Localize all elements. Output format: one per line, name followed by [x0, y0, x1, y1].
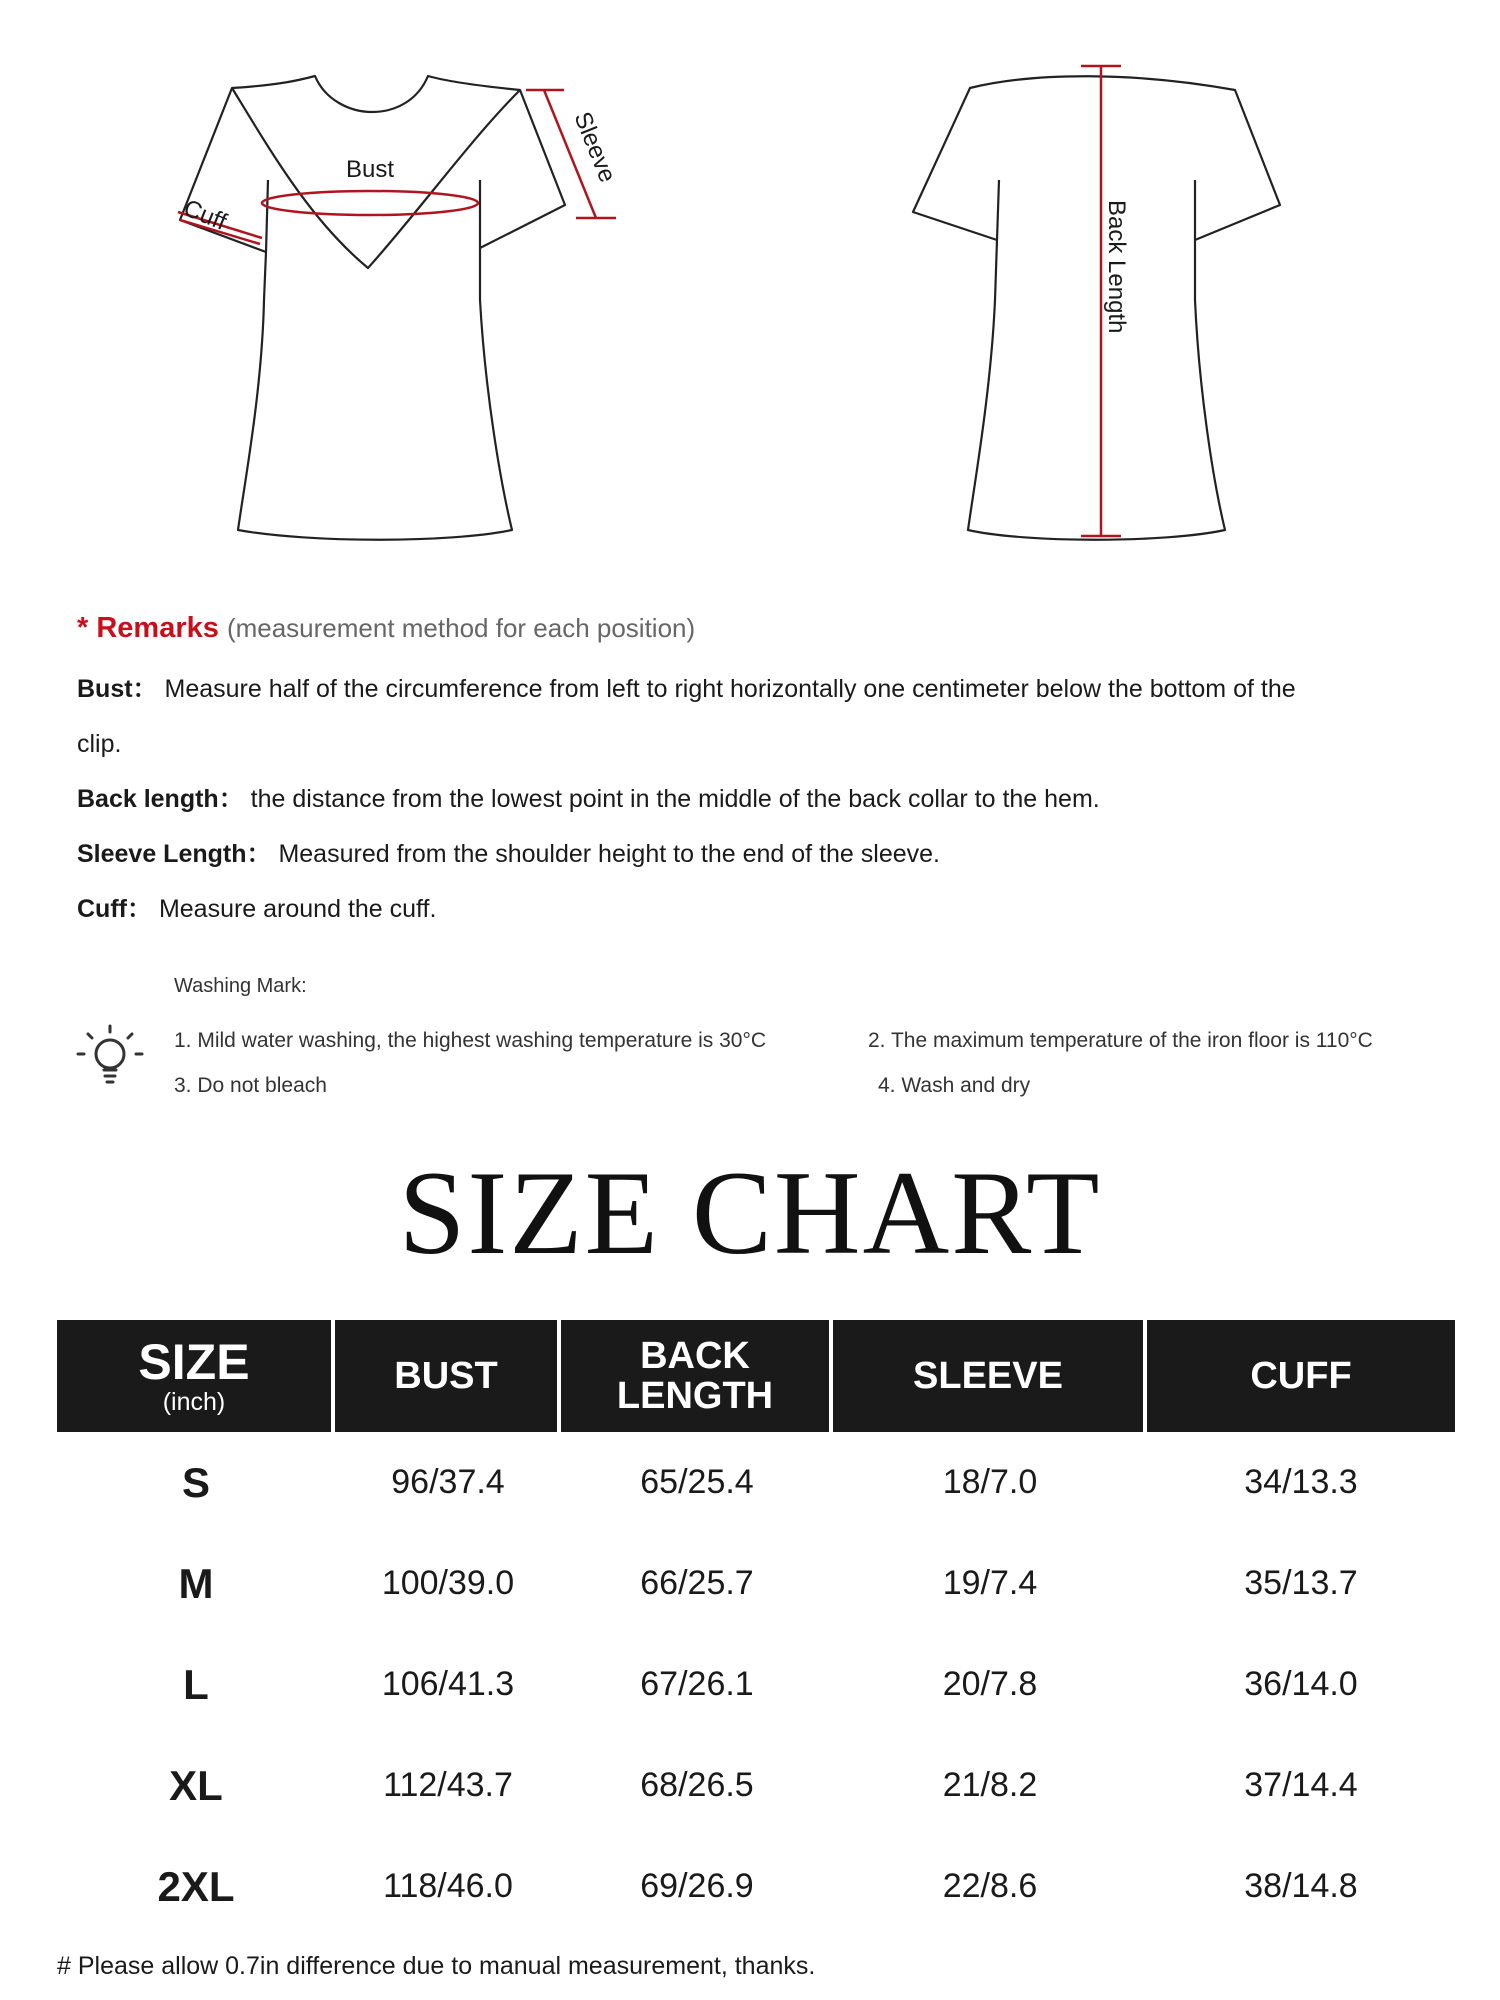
- washing-section: [70, 975, 1440, 1115]
- cell-size: 2XL: [157, 1862, 235, 1910]
- lightbulb-icon: [70, 1020, 150, 1100]
- header-size-label: SIZE: [138, 1334, 250, 1390]
- cell-back-length: 65/25.4: [640, 1463, 754, 1501]
- remark-text: Measure half of the circumference from left to right horizontally one centimeter below the bottom of the: [164, 675, 1296, 703]
- cell-bust: 112/43.7: [383, 1766, 513, 1804]
- table-header-row: [57, 1320, 1455, 1432]
- table-row: [57, 1836, 1455, 1937]
- cell-cuff: 37/14.4: [1244, 1766, 1358, 1804]
- remark-item: [77, 882, 1437, 937]
- header-back-length-line1: BACK: [640, 1335, 750, 1377]
- table-row: [57, 1533, 1455, 1634]
- remark-key: Cuff：: [77, 895, 152, 923]
- cell-bust: 96/37.4: [391, 1463, 505, 1501]
- cell-sleeve: 20/7.8: [942, 1665, 1038, 1703]
- cell-cuff: 38/14.8: [1244, 1867, 1358, 1905]
- remark-text: Measured from the shoulder height to the end of the sleeve.: [278, 840, 940, 868]
- remark-key: Sleeve Length：: [77, 840, 272, 868]
- header-size: [57, 1320, 335, 1432]
- cell-bust: 118/46.0: [383, 1867, 513, 1905]
- table-row: [57, 1432, 1455, 1533]
- cell-size: L: [183, 1660, 209, 1708]
- bust-label: Bust: [346, 156, 395, 183]
- table-row: [57, 1735, 1455, 1836]
- front-tshirt-diagram: [150, 60, 630, 560]
- remark-item: [77, 662, 1437, 717]
- cell-size: M: [178, 1559, 214, 1607]
- remark-text: the distance from the lowest point in the middle of the back collar to the hem.: [250, 785, 1100, 813]
- header-cuff: [1147, 1320, 1455, 1432]
- table-row: [57, 1634, 1455, 1735]
- cell-size: S: [181, 1458, 210, 1506]
- cell-bust: 106/41.3: [381, 1665, 515, 1703]
- cell-sleeve: 18/7.0: [942, 1463, 1038, 1501]
- header-back-length: [561, 1320, 833, 1432]
- remark-text: Measure around the cuff.: [158, 895, 437, 923]
- washing-item: 2. The maximum temperature of the iron floor is 110°C: [868, 1029, 1373, 1052]
- cell-sleeve: 22/8.6: [942, 1867, 1038, 1905]
- header-bust-label: BUST: [394, 1355, 498, 1397]
- washing-item: 1. Mild water washing, the highest washing temperature is 30°C: [174, 1029, 767, 1052]
- remark-item: [77, 827, 1437, 882]
- cell-cuff: 35/13.7: [1244, 1564, 1358, 1602]
- cell-back-length: 66/25.7: [640, 1564, 754, 1602]
- back-tshirt-diagram: [895, 60, 1315, 560]
- cell-cuff: 36/14.0: [1244, 1665, 1358, 1703]
- washing-item: 4. Wash and dry: [878, 1074, 1031, 1097]
- front-tshirt-outline: [180, 76, 565, 540]
- remark-key: Bust：: [77, 675, 158, 703]
- header-back-length-line2: LENGTH: [616, 1375, 774, 1417]
- header-size-unit: (inch): [162, 1388, 226, 1416]
- remarks-subtitle: (measurement method for each position): [226, 613, 696, 643]
- header-sleeve: [833, 1320, 1147, 1432]
- washing-title: Washing Mark:: [174, 975, 307, 997]
- measurement-note: # Please allow 0.7in difference due to manual measurement, thanks.: [57, 1952, 816, 1980]
- cell-cuff: 34/13.3: [1244, 1463, 1358, 1501]
- washing-item: 3. Do not bleach: [174, 1074, 327, 1097]
- header-bust: [335, 1320, 561, 1432]
- remarks-title: [77, 608, 1437, 648]
- cell-back-length: 67/26.1: [640, 1665, 754, 1703]
- cell-sleeve: 19/7.4: [942, 1564, 1038, 1602]
- cuff-label: Cuff: [179, 194, 231, 236]
- remarks-section: [77, 608, 1437, 937]
- remark-item: [77, 772, 1437, 827]
- cell-back-length: 69/26.9: [640, 1867, 754, 1905]
- header-cuff-label: CUFF: [1250, 1355, 1352, 1397]
- cell-sleeve: 21/8.2: [942, 1766, 1038, 1804]
- remark-item: [77, 717, 1437, 772]
- cell-back-length: 68/26.5: [640, 1766, 754, 1804]
- back-tshirt-outline: [913, 76, 1280, 540]
- cell-size: XL: [169, 1761, 223, 1809]
- size-chart-table: [57, 1320, 1455, 1937]
- sleeve-label: Sleeve: [568, 108, 621, 187]
- back-length-label: Back Length: [1103, 200, 1130, 334]
- header-sleeve-label: SLEEVE: [913, 1355, 1063, 1397]
- remark-text: clip.: [77, 730, 122, 758]
- remarks-heading: * Remarks: [77, 612, 219, 644]
- bust-measure-ellipse: [262, 191, 478, 215]
- remark-key: Back length：: [77, 785, 244, 813]
- cell-bust: 100/39.0: [381, 1564, 515, 1602]
- size-chart-title: SIZE CHART: [398, 1146, 1102, 1279]
